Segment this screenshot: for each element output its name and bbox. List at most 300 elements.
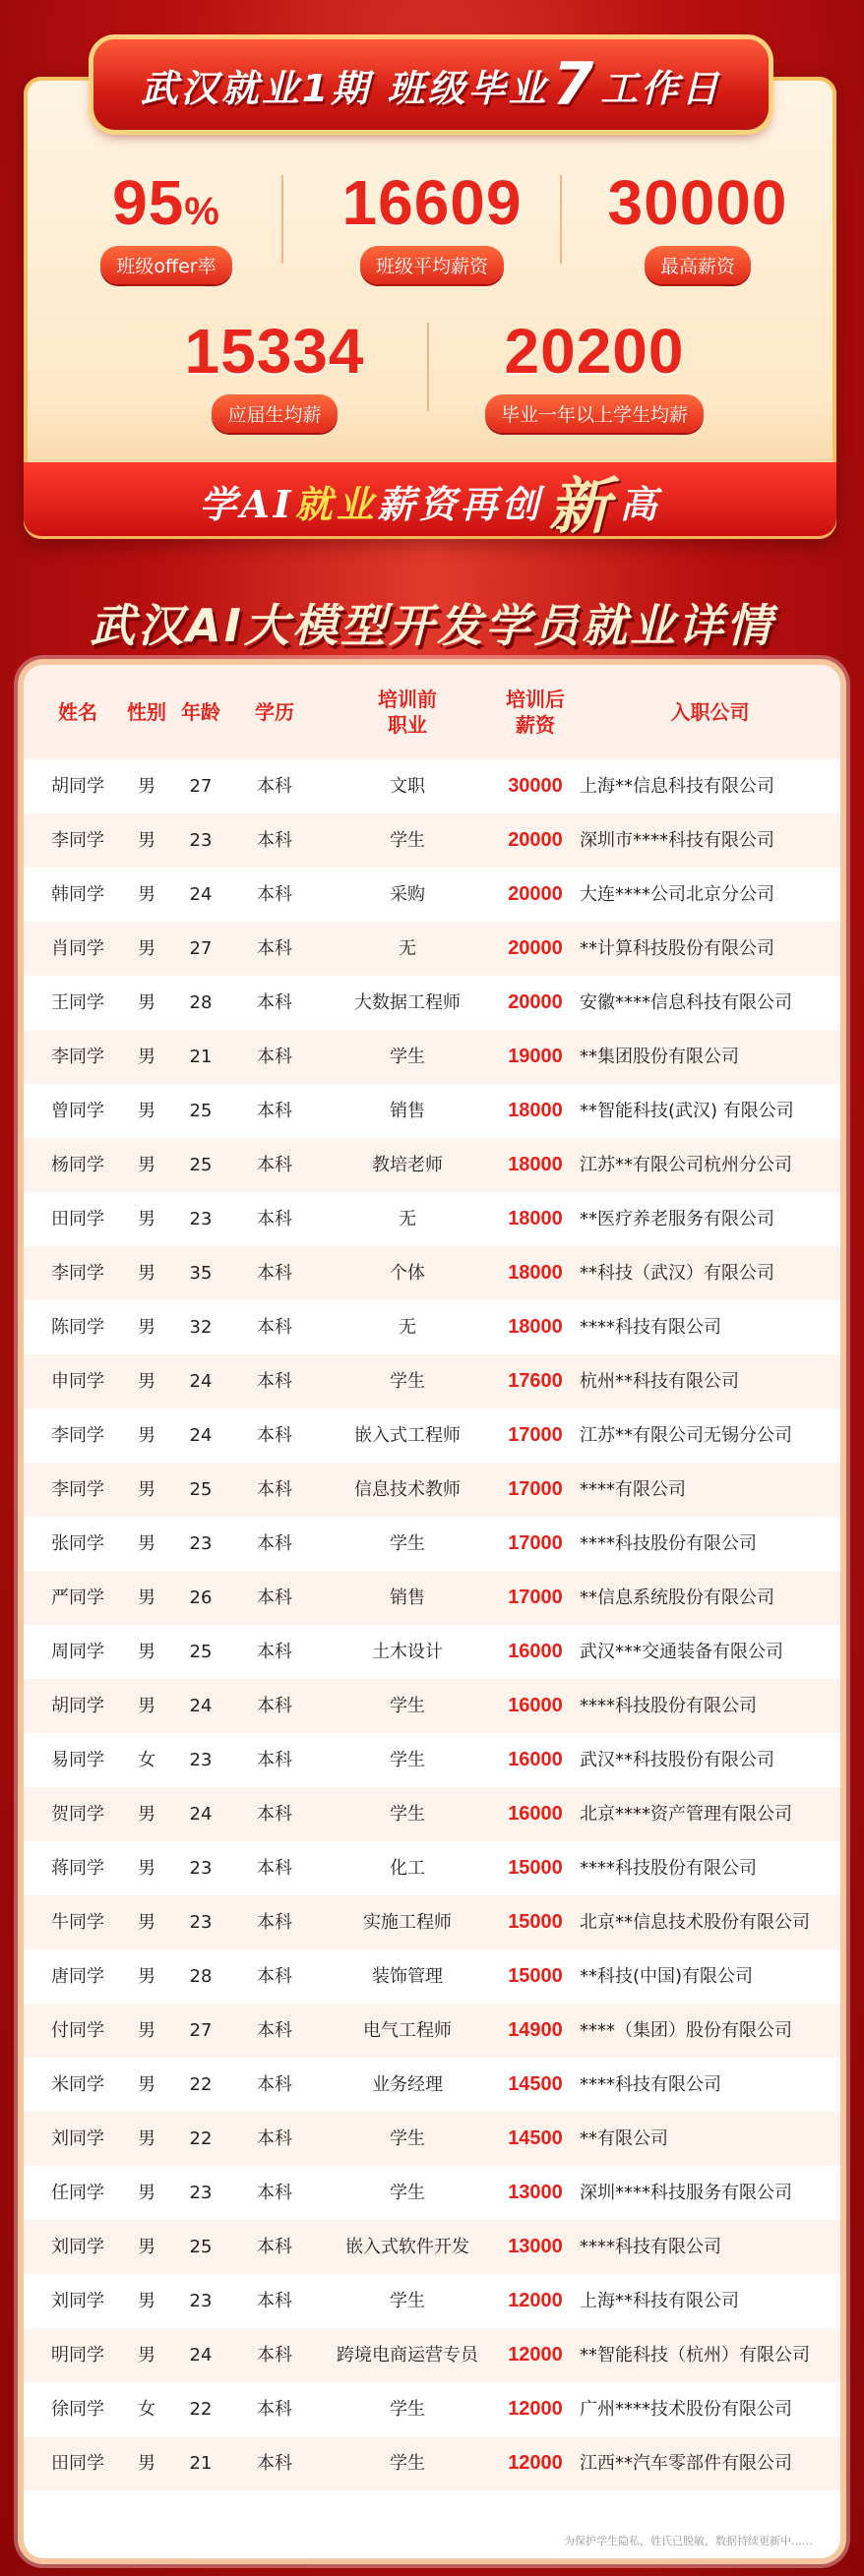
table-row: [24, 2058, 840, 2112]
header-salary-line1: 培训后: [506, 688, 565, 711]
cell-prev-job: 学生: [390, 2399, 425, 2420]
cell-company: **计算科技股份有限公司: [580, 938, 774, 959]
cell-salary: 13000: [508, 2236, 563, 2257]
cell-age: 32: [189, 1317, 213, 1338]
slogan-highlight: 就业: [294, 481, 378, 526]
cell-gender: 男: [138, 830, 155, 851]
cell-gender: 男: [138, 992, 155, 1013]
cell-education: 本科: [257, 2345, 292, 2366]
cell-company: 广州****技术股份有限公司: [580, 2399, 792, 2420]
cell-gender: 男: [138, 1912, 155, 1933]
cell-gender: 男: [138, 1425, 155, 1446]
cell-gender: 女: [138, 1750, 155, 1770]
table-row: [24, 2274, 840, 2328]
cell-salary: 30000: [508, 775, 563, 797]
cell-name: 唐同学: [51, 1966, 104, 1987]
cell-prev-job: 学生: [390, 2128, 425, 2149]
table-row: [24, 2112, 840, 2166]
table-row: [24, 1084, 840, 1138]
cell-age: 23: [189, 1209, 213, 1229]
cell-gender: 男: [138, 2345, 155, 2366]
cell-company: 江苏**有限公司无锡分公司: [580, 1425, 792, 1446]
cell-age: 23: [189, 1912, 213, 1933]
table-row: [24, 1354, 840, 1408]
cell-name: 刘同学: [51, 2128, 104, 2149]
cell-prev-job: 无: [399, 1209, 416, 1229]
cell-gender: 男: [138, 938, 155, 959]
cell-salary: 15000: [508, 1857, 563, 1879]
cell-company: ****（集团）股份有限公司: [580, 2020, 792, 2041]
cell-company: 安徽****信息科技有限公司: [580, 992, 792, 1013]
table-row: [24, 1300, 840, 1354]
cell-name: 胡同学: [51, 776, 104, 797]
cell-company: ****有限公司: [580, 1479, 686, 1500]
cell-gender: 男: [138, 2128, 155, 2149]
cell-salary: 16000: [508, 1641, 563, 1662]
table-header: [24, 665, 840, 759]
cell-age: 28: [189, 1966, 213, 1987]
cell-education: 本科: [257, 884, 292, 905]
cell-prev-job: 销售: [390, 1101, 425, 1121]
cell-education: 本科: [257, 1425, 292, 1446]
table-row: [24, 813, 840, 868]
cell-prev-job: 学生: [390, 830, 425, 851]
cell-prev-job: 大数据工程师: [354, 992, 461, 1013]
table-row: [24, 1408, 840, 1463]
cell-age: 25: [189, 1155, 213, 1175]
table-body: [24, 759, 840, 2490]
cell-company: **信息系统股份有限公司: [580, 1588, 774, 1608]
divider: [427, 323, 429, 411]
cell-name: 周同学: [51, 1642, 104, 1662]
table-row: [24, 1030, 840, 1084]
cell-prev-job: 学生: [390, 1371, 425, 1392]
cell-company: **智能科技(武汉) 有限公司: [580, 1101, 794, 1121]
cell-company: **医疗养老服务有限公司: [580, 1209, 774, 1229]
cell-company: ****科技有限公司: [580, 2074, 721, 2095]
cell-name: 刘同学: [51, 2291, 104, 2311]
cell-name: 王同学: [51, 992, 104, 1013]
cell-age: 25: [189, 1479, 213, 1500]
cell-name: 李同学: [51, 1047, 104, 1067]
header-education: 学历: [255, 700, 294, 724]
cell-name: 杨同学: [51, 1155, 104, 1175]
cell-education: 本科: [257, 1588, 292, 1608]
cell-name: 刘同学: [51, 2237, 104, 2257]
stat-label: 班级offer率: [100, 246, 231, 284]
cell-prev-job: 学生: [390, 2453, 425, 2474]
title-prefix: 武汉就业1期 班级毕业: [140, 66, 549, 110]
cell-name: 付同学: [51, 2020, 104, 2041]
cell-gender: 男: [138, 1317, 155, 1338]
cell-prev-job: 信息技术教师: [354, 1479, 461, 1500]
cell-age: 24: [189, 884, 213, 905]
cell-age: 22: [189, 2128, 213, 2149]
stat-value: 15334: [184, 316, 365, 387]
stat-offer-rate: [53, 167, 279, 284]
table-row: [24, 2220, 840, 2274]
cell-name: 徐同学: [51, 2399, 104, 2420]
header-name: 姓名: [58, 700, 97, 724]
stat-label: 最高薪资: [645, 246, 751, 284]
cell-company: 大连****公司北京分公司: [580, 884, 774, 905]
stat-value: 30000: [607, 167, 788, 238]
table-row: [24, 759, 840, 813]
cell-prev-job: 学生: [390, 1804, 425, 1825]
cell-name: 贺同学: [51, 1804, 104, 1825]
divider: [281, 175, 283, 264]
cell-name: 陈同学: [51, 1317, 104, 1338]
slogan-bar: [24, 462, 836, 542]
table-row: [24, 1787, 840, 1841]
slogan-part3: 高: [619, 481, 661, 526]
cell-name: 田同学: [51, 1209, 104, 1229]
cell-gender: 男: [138, 1371, 155, 1392]
cell-name: 李同学: [51, 1425, 104, 1446]
cell-company: **有限公司: [580, 2128, 668, 2149]
cell-prev-job: 无: [399, 938, 416, 959]
slogan-big-char: 新: [548, 469, 614, 542]
table-row: [24, 1571, 840, 1625]
cell-age: 26: [189, 1588, 213, 1608]
cell-age: 23: [189, 2291, 213, 2311]
cell-gender: 男: [138, 1479, 155, 1500]
table-row: [24, 1517, 840, 1571]
cell-name: 李同学: [51, 1263, 104, 1284]
table-row: [24, 1625, 840, 1679]
footnote: 为保护学生隐私，姓氏已脱敏，数据持续更新中……: [564, 2535, 813, 2547]
cell-name: 曾同学: [51, 1101, 104, 1121]
stat-label: 班级平均薪资: [360, 246, 504, 284]
cell-salary: 14500: [508, 2127, 563, 2149]
table-row: [24, 1895, 840, 1949]
cell-prev-job: 销售: [390, 1588, 425, 1608]
cell-education: 本科: [257, 2183, 292, 2203]
cell-company: 北京****资产管理有限公司: [580, 1804, 792, 1825]
cell-age: 23: [189, 1858, 213, 1879]
cell-gender: 女: [138, 2399, 155, 2420]
cell-salary: 15000: [508, 1965, 563, 1987]
cell-education: 本科: [257, 1047, 292, 1067]
table-row: [24, 2166, 840, 2220]
cell-age: 27: [189, 2020, 213, 2041]
header-age: 年龄: [181, 700, 220, 724]
cell-name: 申同学: [51, 1371, 104, 1392]
cell-salary: 14900: [508, 2019, 563, 2041]
header-company: 入职公司: [670, 700, 750, 724]
cell-gender: 男: [138, 2453, 155, 2474]
cell-company: 江苏**有限公司杭州分公司: [580, 1155, 792, 1175]
cell-salary: 16000: [508, 1749, 563, 1770]
cell-company: 杭州**科技有限公司: [580, 1371, 739, 1392]
cell-gender: 男: [138, 1263, 155, 1284]
cell-name: 牛同学: [51, 1912, 104, 1933]
cell-education: 本科: [257, 2399, 292, 2420]
cell-age: 23: [189, 2183, 213, 2203]
cell-age: 27: [189, 938, 213, 959]
cell-company: **集团股份有限公司: [580, 1047, 739, 1067]
table-row: [24, 1138, 840, 1192]
cell-salary: 17000: [508, 1478, 563, 1500]
cell-salary: 19000: [508, 1046, 563, 1067]
cell-prev-job: 个体: [390, 1263, 425, 1284]
cell-gender: 男: [138, 1101, 155, 1121]
cell-company: 深圳****科技服务有限公司: [580, 2183, 792, 2203]
cell-age: 22: [189, 2074, 213, 2095]
cell-prev-job: 无: [399, 1317, 416, 1338]
cell-salary: 16000: [508, 1695, 563, 1716]
employment-table: [24, 665, 840, 2558]
cell-age: 24: [189, 1696, 213, 1716]
cell-education: 本科: [257, 1750, 292, 1770]
stat-value: 20200: [504, 316, 685, 387]
cell-name: 胡同学: [51, 1696, 104, 1716]
title-suffix: 工作日: [600, 66, 722, 110]
table-row: [24, 2382, 840, 2436]
header-prev-job-line2: 职业: [388, 713, 427, 737]
cell-prev-job: 采购: [390, 884, 425, 905]
cell-company: ****科技股份有限公司: [580, 1533, 757, 1554]
cell-company: ****科技股份有限公司: [580, 1696, 757, 1716]
cell-education: 本科: [257, 1804, 292, 1825]
cell-company: 江西**汽车零部件有限公司: [580, 2453, 792, 2474]
table-row: [24, 1841, 840, 1895]
cell-company: 武汉***交通装备有限公司: [580, 1642, 783, 1662]
cell-education: 本科: [257, 1263, 292, 1284]
cell-salary: 13000: [508, 2182, 563, 2203]
table-row: [24, 922, 840, 976]
cell-prev-job: 学生: [390, 2291, 425, 2311]
cell-name: 张同学: [51, 1533, 104, 1554]
cell-salary: 18000: [508, 1208, 563, 1229]
cell-age: 28: [189, 992, 213, 1013]
cell-salary: 17000: [508, 1532, 563, 1554]
stat-value: 95%: [112, 167, 220, 238]
cell-prev-job: 文职: [390, 776, 425, 797]
table-row: [24, 1949, 840, 2004]
stat-fresh-grad-salary: [152, 316, 398, 433]
cell-education: 本科: [257, 1371, 292, 1392]
cell-age: 35: [189, 1263, 213, 1284]
slogan-part2: 薪资再创: [377, 481, 543, 526]
cell-prev-job: 嵌入式软件开发: [345, 2237, 469, 2257]
cell-name: 米同学: [51, 2074, 104, 2095]
cell-age: 21: [189, 1047, 213, 1067]
cell-age: 25: [189, 1101, 213, 1121]
cell-salary: 12000: [508, 2344, 563, 2366]
cell-gender: 男: [138, 1696, 155, 1716]
cell-gender: 男: [138, 2183, 155, 2203]
cell-education: 本科: [257, 1101, 292, 1121]
cell-salary: 17000: [508, 1424, 563, 1446]
cell-gender: 男: [138, 1966, 155, 1987]
stat-max-salary: [575, 167, 821, 284]
cell-education: 本科: [257, 1696, 292, 1716]
cell-age: 25: [189, 1642, 213, 1662]
cell-gender: 男: [138, 2074, 155, 2095]
cell-education: 本科: [257, 1642, 292, 1662]
cell-education: 本科: [257, 776, 292, 797]
cell-education: 本科: [257, 1533, 292, 1554]
slogan-part1: 学AI: [199, 481, 295, 526]
cell-gender: 男: [138, 2020, 155, 2041]
cell-company: **智能科技（杭州）有限公司: [580, 2345, 810, 2366]
cell-prev-job: 业务经理: [372, 2074, 443, 2095]
cell-name: 韩同学: [51, 884, 104, 905]
cell-prev-job: 教培老师: [372, 1155, 443, 1175]
cell-gender: 男: [138, 1155, 155, 1175]
stat-value: 16609: [341, 167, 523, 238]
cell-gender: 男: [138, 1642, 155, 1662]
cell-prev-job: 学生: [390, 1750, 425, 1770]
cell-salary: 20000: [508, 991, 563, 1013]
header-salary-line2: 薪资: [516, 713, 555, 737]
cell-salary: 20000: [508, 883, 563, 905]
header-prev-job: [319, 687, 496, 738]
cell-company: 上海**信息科技有限公司: [580, 776, 774, 797]
header-prev-job-line1: 培训前: [378, 688, 437, 711]
cell-salary: 18000: [508, 1154, 563, 1175]
cell-salary: 15000: [508, 1911, 563, 1933]
cell-salary: 17000: [508, 1587, 563, 1608]
cell-gender: 男: [138, 1209, 155, 1229]
cell-name: 易同学: [51, 1750, 104, 1770]
cell-education: 本科: [257, 1155, 292, 1175]
stat-average-salary: [309, 167, 555, 284]
cell-education: 本科: [257, 992, 292, 1013]
cell-salary: 18000: [508, 1262, 563, 1284]
cell-salary: 18000: [508, 1100, 563, 1121]
cell-name: 严同学: [51, 1588, 104, 1608]
cell-prev-job: 跨境电商运营专员: [337, 2345, 478, 2366]
cell-education: 本科: [257, 938, 292, 959]
cell-education: 本科: [257, 1317, 292, 1338]
cell-prev-job: 学生: [390, 1533, 425, 1554]
cell-gender: 男: [138, 1804, 155, 1825]
cell-age: 27: [189, 776, 213, 797]
cell-name: 李同学: [51, 1479, 104, 1500]
cell-gender: 男: [138, 1533, 155, 1554]
cell-name: 李同学: [51, 830, 104, 851]
header-salary: [481, 687, 589, 738]
cell-name: 任同学: [51, 2183, 104, 2203]
cell-salary: 12000: [508, 2398, 563, 2420]
cell-education: 本科: [257, 2453, 292, 2474]
cell-name: 蒋同学: [51, 1858, 104, 1879]
table-row: [24, 1733, 840, 1787]
table-row: [24, 1246, 840, 1300]
cell-education: 本科: [257, 2020, 292, 2041]
cell-company: ****科技有限公司: [580, 1317, 721, 1338]
cell-age: 24: [189, 1371, 213, 1392]
cell-age: 22: [189, 2399, 213, 2420]
cell-education: 本科: [257, 1479, 292, 1500]
cell-prev-job: 学生: [390, 1696, 425, 1716]
cell-company: ****科技有限公司: [580, 2237, 721, 2257]
table-row: [24, 976, 840, 1030]
cell-age: 24: [189, 2345, 213, 2366]
cell-age: 21: [189, 2453, 213, 2474]
cell-prev-job: 学生: [390, 2183, 425, 2203]
table-row: [24, 2436, 840, 2490]
cell-company: 上海**科技有限公司: [580, 2291, 739, 2311]
cell-salary: 18000: [508, 1316, 563, 1338]
cell-name: 明同学: [51, 2345, 104, 2366]
cell-salary: 20000: [508, 937, 563, 959]
cell-name: 肖同学: [51, 938, 104, 959]
cell-age: 23: [189, 1533, 213, 1554]
section-title: 武汉AI大模型开发学员就业详情: [90, 599, 774, 652]
cell-gender: 男: [138, 1858, 155, 1879]
cell-education: 本科: [257, 2291, 292, 2311]
cell-gender: 男: [138, 1047, 155, 1067]
cell-education: 本科: [257, 2237, 292, 2257]
cell-company: ****科技股份有限公司: [580, 1858, 757, 1879]
cell-salary: 20000: [508, 829, 563, 851]
page-title: [93, 39, 769, 130]
divider: [560, 175, 562, 264]
cell-company: **科技(中国)有限公司: [580, 1966, 754, 1987]
table-row: [24, 1192, 840, 1246]
cell-prev-job: 电气工程师: [363, 2020, 452, 2041]
cell-education: 本科: [257, 2074, 292, 2095]
stat-label: 应届生均薪: [212, 394, 337, 433]
cell-company: 北京**信息技术股份有限公司: [580, 1912, 810, 1933]
cell-education: 本科: [257, 1966, 292, 1987]
cell-education: 本科: [257, 1912, 292, 1933]
cell-age: 23: [189, 830, 213, 851]
cell-age: 24: [189, 1425, 213, 1446]
cell-education: 本科: [257, 2128, 292, 2149]
stat-experienced-salary: [457, 316, 732, 433]
cell-age: 25: [189, 2237, 213, 2257]
cell-company: 深圳市****科技有限公司: [580, 830, 774, 851]
header-gender: 性别: [127, 700, 166, 724]
cell-name: 田同学: [51, 2453, 104, 2474]
table-row: [24, 2004, 840, 2058]
cell-education: 本科: [257, 1858, 292, 1879]
cell-prev-job: 土木设计: [372, 1642, 443, 1662]
cell-education: 本科: [257, 830, 292, 851]
cell-gender: 男: [138, 2291, 155, 2311]
cell-prev-job: 装饰管理: [372, 1966, 443, 1987]
cell-prev-job: 嵌入式工程师: [354, 1425, 461, 1446]
cell-prev-job: 实施工程师: [363, 1912, 452, 1933]
cell-education: 本科: [257, 1209, 292, 1229]
table-row: [24, 1463, 840, 1517]
cell-salary: 12000: [508, 2290, 563, 2311]
stat-label: 毕业一年以上学生均薪: [485, 394, 704, 433]
cell-gender: 男: [138, 776, 155, 797]
table-row: [24, 868, 840, 922]
title-number: 7: [552, 50, 597, 119]
cell-age: 23: [189, 1750, 213, 1770]
cell-age: 24: [189, 1804, 213, 1825]
cell-company: **科技（武汉）有限公司: [580, 1263, 774, 1284]
cell-gender: 男: [138, 2237, 155, 2257]
table-row: [24, 2328, 840, 2382]
table-row: [24, 1679, 840, 1733]
cell-salary: 16000: [508, 1803, 563, 1825]
cell-prev-job: 化工: [390, 1858, 425, 1879]
cell-salary: 14500: [508, 2073, 563, 2095]
cell-gender: 男: [138, 1588, 155, 1608]
cell-company: 武汉**科技股份有限公司: [580, 1750, 774, 1770]
cell-salary: 17600: [508, 1370, 563, 1392]
cell-salary: 12000: [508, 2452, 563, 2474]
cell-gender: 男: [138, 884, 155, 905]
cell-prev-job: 学生: [390, 1047, 425, 1067]
